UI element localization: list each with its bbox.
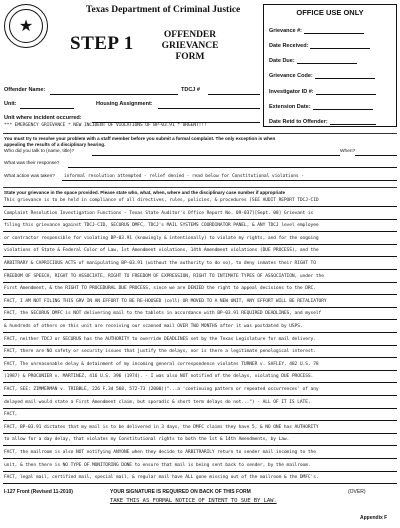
resolution-instruction-1: You must try to resolve your problem with a staff member before you submit a formal complaint. The only exception is when	[4, 136, 276, 141]
grievance-text-line: FACT, I AM NOT FILING THIS GRV IN AN EFFORT TO BE RE-HOUSED (cell) OR MOVED TO A NEW UNIT, ANY EFFORT WILL BE RETALIATORY	[4, 298, 327, 304]
form-title	[150, 30, 230, 63]
divider	[3, 133, 397, 134]
grievance-ruled-line	[3, 458, 397, 459]
housing-assignment-input[interactable]	[158, 108, 260, 109]
signature-note: YOUR SIGNATURE IS REQUIRED ON BACK OF THIS FORM	[110, 489, 251, 495]
investigator-id-field[interactable]: Investigator ID #:	[269, 88, 393, 95]
action-taken-label: What action was taken?	[4, 174, 55, 179]
form-title-line-2: GRIEVANCE FORM	[161, 41, 219, 62]
housing-assignment-label: Housing Assignment:	[96, 101, 153, 107]
emergency-grievance-text: *** EMERGENCY GRIEVANCE * NEW INCIDENT OF VIOLATIONS OF BP-03.91 * URGENT!!!	[4, 123, 207, 128]
offender-name-input[interactable]	[50, 94, 178, 95]
over-label: (OVER)	[348, 489, 366, 495]
texas-seal-icon	[4, 4, 48, 48]
grievance-ruled-line	[3, 395, 397, 396]
form-title-line-1: OFFENDER	[163, 30, 217, 40]
action-taken-input[interactable]	[62, 180, 397, 181]
grievance-ruled-line	[3, 471, 397, 472]
grievance-text-line: First Amendment, & the RIGHT TO PROCEDURAL DUE PROCESS, since we are DENIED the right to appeal decisions to the DRC.	[4, 286, 316, 292]
date-returned-field[interactable]: Date Retd to Offender:	[269, 118, 393, 125]
grievance-text-line: FACT, there are NO safety or security issues that justify the delays, nor is there a legitimate penological interest.	[4, 349, 316, 355]
grievance-ruled-line	[3, 345, 397, 346]
who-talked-input[interactable]	[92, 155, 340, 156]
who-talked-label: Who did you talk to (name, title)?	[4, 149, 75, 154]
grievance-text-line: Complaint Resolution Investigation Functions - Texas State Auditor's Office Report No. 09-037][Sept. 08] Grievant is	[4, 210, 314, 216]
grievance-ruled-line	[3, 483, 397, 484]
grievance-text-line: or contractor responsible for violating BP-03.91 (knowingly & intentionally) to violate my rights, and for the ongoing	[4, 235, 319, 241]
grievance-text-line: to allow for a day delay, that violates my Constitutional rights to both the 1st & 14th Amendments, by Law.	[4, 437, 290, 443]
grievance-ruled-line	[3, 206, 397, 207]
action-taken-value: informal resolution attempted - relief denied - read below for Constitutional violations -	[64, 174, 304, 179]
when-label: When?	[340, 149, 356, 154]
grievance-text-line: This grievance is to be held in compliance of all directives, rules, policies, & procedures [SEE AUDIT REPORT TDCJ-CID	[4, 198, 319, 203]
step-label: STEP 1	[70, 33, 134, 54]
response-input[interactable]	[68, 167, 397, 168]
grievance-ruled-line	[3, 282, 397, 283]
grievance-ruled-line	[3, 370, 397, 371]
grievance-text-line: FACT,	[4, 412, 18, 418]
tdcj-number-input[interactable]	[208, 94, 260, 95]
resolution-instruction-2: appealing the results of a disciplinary hearing.	[4, 142, 106, 147]
grievance-ruled-line	[3, 219, 397, 220]
office-use-title: OFFICE USE ONLY	[296, 8, 364, 17]
when-input[interactable]	[355, 155, 397, 156]
grievance-ruled-line	[3, 433, 397, 434]
incident-unit-label: Unit where incident occurred:	[4, 115, 82, 121]
grievance-ruled-line	[3, 244, 397, 245]
grievance-ruled-line	[3, 445, 397, 446]
star-icon: ★	[9, 9, 43, 43]
grievance-code-field[interactable]: Grievance Code:	[269, 72, 393, 79]
grievance-text-line: FREEDOM OF SPEECH, RIGHT TO ASSOCIATE, RIGHT TO FREEDOM OF EXPRESSION, RIGHT TO INTIMATE TYPES OF ASSOCIATION, under the	[4, 273, 324, 279]
grievance-ruled-line	[3, 408, 397, 409]
grievance-ruled-line	[3, 231, 397, 232]
grievance-ruled-line	[3, 307, 397, 308]
extension-date-field[interactable]: Extension Date:	[269, 103, 393, 110]
office-use-box	[263, 4, 397, 127]
grievance-ruled-line	[3, 256, 397, 257]
appendix-label: Appendix F	[360, 515, 388, 521]
unit-input[interactable]	[20, 108, 74, 109]
grievance-instruction: State your grievance in the space provided. Please state who, what, when, where and the disciplinary case number if appropriate	[4, 190, 286, 195]
grievance-text-line: FACT, neither TDCJ or SECURUS has the AUTHORITY to override DEADLINES set by the Texas Legislature for mail delivery.	[4, 336, 316, 342]
grievance-text-line: delayed mail would state a First Amendment claim, but sporadic & short term delays do not...") - ALL OF IT IS LATE.	[4, 399, 311, 405]
grievance-text-line: ARBITRARY & CAPRICIOUS ACTS of manipulating BP-03.91 (without the authority to do so), to deny inmates their RIGHT TO	[4, 261, 316, 266]
grievance-text-line: FACT, the SECURUS DMFC is NOT delivering mail to the tablets in accordance with BP-03.91 REQUIRED DEADLINES, and myself	[4, 311, 322, 317]
grievance-text-line: FACT, legal mail, certified mail, special mail, & regular mail have ALL gone missing out of the mailroom & the DMFC's.	[4, 475, 319, 481]
grievance-text-line: filing this grievance against TDCJ-CID, SECURUS DMFC, TDCJ's MAIL SYSTEMS COORDINATOR PANEL, & ANY TDCJ level employee	[4, 223, 319, 229]
grievance-ruled-line	[3, 294, 397, 295]
grievance-text-line: unit, & then there is NO TYPE OF MONITORING DONE to ensure that mail is being sent back to sender, by the mailroom.	[4, 462, 311, 468]
tdcj-number-label: TDCJ #	[181, 87, 200, 93]
date-due-field[interactable]: Date Due:	[269, 57, 393, 64]
form-id: I-127 Front (Revised 11-2010)	[4, 489, 73, 495]
grievance-text-line: FACT, BP-03.91 dictates that my mail is to be delivered in 3 days, the DMFC claims they have 5, & NO ONE has AUTHORITY	[4, 424, 319, 430]
grievance-text-line: (1987) & PROCUNIER v. MARTINEZ, 416 U.S. 396 (1974). - I was also NOT notified of the delays, violating DUE PROCESS.	[4, 374, 314, 380]
department-name: Texas Department of Criminal Justice	[86, 5, 241, 15]
grievance-ruled-line	[3, 357, 397, 358]
grievance-text-line: violations of State & Federal Color of Law, 1st Amendment violations, 14th Amendment violations (DUE PROCESS), and the	[4, 248, 319, 254]
date-received-field[interactable]: Date Received:	[269, 42, 393, 49]
grievance-text-line: FACT, SEE: ZIMMERMAN v. TRIBBLE, 226 F.3d 568, 572-73 (2000)("...a 'continuing pattern or repeated occurrences' of any	[4, 387, 319, 392]
offender-name-label: Offender Name:	[4, 87, 46, 93]
divider	[3, 187, 397, 188]
intent-to-sue-notice: TAKE THIS AS FORMAL NOTICE OF INTENT TO SUE BY LAW.	[110, 498, 277, 504]
grievance-number-field[interactable]: Grievance #:	[269, 27, 393, 34]
unit-label: Unit:	[4, 101, 17, 107]
grievance-ruled-line	[3, 332, 397, 333]
grievance-ruled-line	[3, 319, 397, 320]
grievance-text-line: FACT, the mailroom is also NOT notifying ANYONE when they decide to ARBITRARILY return to sender mail incoming to the	[4, 450, 316, 455]
grievance-text-line: FACT, The unreasonable delay & detainment of my incoming general correspondence violates TURNER v. SAFLEY, 482 U.S. 78	[4, 361, 319, 367]
grievance-text-line: & hundreds of others on this unit are receiving our scanned mail OVER TWO MONTHS after it was postdated by USPS.	[4, 324, 303, 329]
response-label: What was their response?	[4, 161, 60, 166]
grievance-ruled-line	[3, 420, 397, 421]
grievance-ruled-line	[3, 269, 397, 270]
grievance-ruled-line	[3, 382, 397, 383]
